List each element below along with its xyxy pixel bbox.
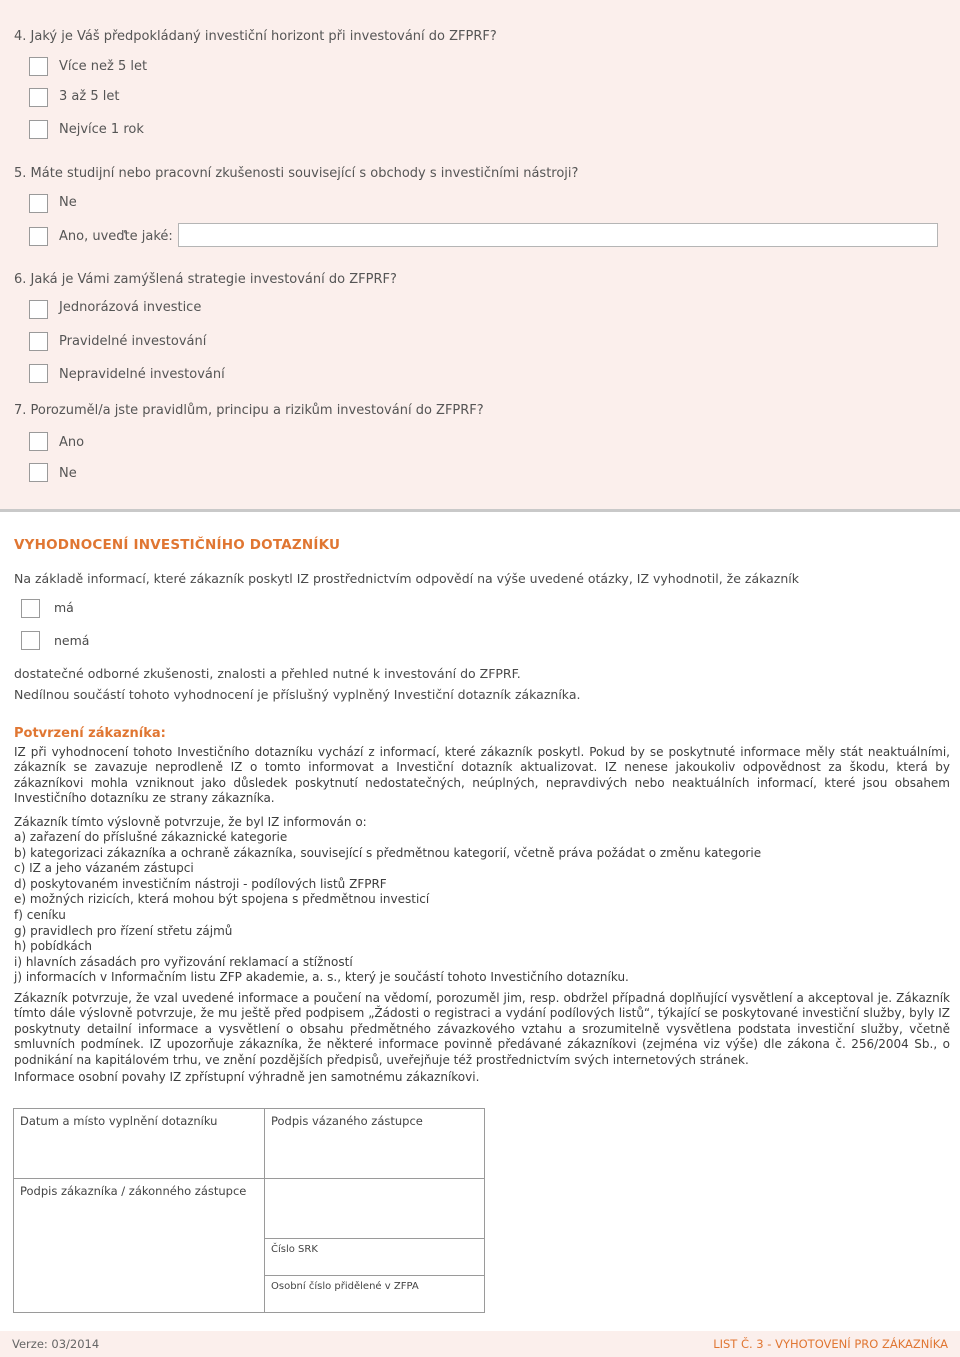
- q7-option-1-label: Ano: [59, 435, 85, 450]
- q6-option-1-label: Jednorázová investice: [59, 300, 202, 315]
- signature-blank-field[interactable]: [264, 1178, 485, 1239]
- q5-option-1-label: Ne: [59, 195, 77, 210]
- q6-question: 6. Jaká je Vámi zamýšlená strategie investování do ZFPRF?: [14, 272, 397, 287]
- q7-option-2-checkbox[interactable]: [29, 463, 48, 482]
- list-item: g) pravidlech pro řízení střetu zájmů: [14, 923, 233, 938]
- list-item: d) poskytovaném investičním nástroji - podílových listů ZFPRF: [14, 876, 387, 891]
- evaluation-line-1: dostatečné odborné zkušenosti, znalosti a přehled nutné k investování do ZFPRF.: [14, 666, 521, 681]
- q7-question: 7. Porozuměl/a jste pravidlům, principu a rizikům investování do ZFPRF?: [14, 403, 484, 418]
- evaluation-option-has-label: má: [54, 600, 74, 615]
- version-label: Verze: 03/2014: [12, 1337, 100, 1351]
- evaluation-option-has-checkbox[interactable]: [21, 599, 40, 618]
- evaluation-option-hasnot-label: nemá: [54, 633, 90, 648]
- list-item: a) zařazení do příslušné zákaznické kategorie: [14, 830, 288, 844]
- list-item: b) kategorizaci zákazníka a ochraně zákazníka, související s předmětnou kategorií, včetně práva požádat o změnu kategorie: [14, 845, 762, 860]
- q5-option-1-checkbox[interactable]: [29, 194, 48, 213]
- confirmation-heading: Potvrzení zákazníka:: [14, 726, 166, 741]
- list-item: f) ceníku: [14, 907, 66, 922]
- q6-option-3-label: Nepravidelné investování: [59, 367, 225, 382]
- evaluation-option-hasnot-checkbox[interactable]: [21, 631, 40, 650]
- personal-number-field[interactable]: [264, 1275, 485, 1313]
- questions-panel: [0, 0, 960, 512]
- q6-option-1-checkbox[interactable]: [29, 300, 48, 319]
- list-item: j) informacích v Informačním listu ZFP akademie, a. s., který je součástí tohoto Investičního dotazníku.: [14, 970, 629, 985]
- confirmation-paragraph-1: IZ při vyhodnocení tohoto Investičního dotazníku vychází z informací, které zákazník poskytl. Pokud by se poskytnuté informace měly stát neaktuálními, zákazník se zavazuje neprodleně IZ o tomto informovat a Investiční dotazník aktualizovat. IZ nenese jakoukoliv odpovědnost za škodu, která by zákazníkovi mohla vzniknout jako důsledek poskytnutí nedostatečných, neúplných, nepravdivých nebo neaktuálních informací, které jsou obsahem Investičního dotazníku ze strany zákazníka.: [14, 745, 950, 806]
- q7-option-2-label: Ne: [59, 466, 77, 481]
- q7-option-1-checkbox[interactable]: [29, 432, 48, 451]
- evaluation-line-2: Nedílnou součástí tohoto vyhodnocení je příslušný vyplněný Investiční dotazník zákazníka.: [14, 687, 581, 702]
- footer: [0, 1331, 960, 1357]
- list-item: e) možných rizicích, která mohou být spojena s předmětnou investicí: [14, 892, 430, 907]
- customer-signature-label: Podpis zákazníka / zákonného zástupce: [20, 1184, 247, 1198]
- q4-option-1-label: Více než 5 let: [59, 59, 148, 74]
- confirmation-list-intro: Zákazník tímto výslovně potvrzuje, že byl IZ informován o:: [14, 815, 367, 829]
- q5-question: 5. Máte studijní nebo pracovní zkušenosti související s obchody s investičními nástroji?: [14, 166, 579, 181]
- q6-option-2-label: Pravidelné investování: [59, 334, 207, 349]
- q4-option-1-checkbox[interactable]: [29, 57, 48, 76]
- evaluation-heading: VYHODNOCENÍ INVESTIČNÍHO DOTAZNÍKU: [14, 537, 341, 553]
- confirmation-paragraph-3: Informace osobní povahy IZ zpřístupní výhradně jen samotnému zákazníkovi.: [14, 1070, 480, 1084]
- srk-number-field[interactable]: [264, 1238, 485, 1276]
- q6-option-3-checkbox[interactable]: [29, 364, 48, 383]
- agent-signature-label: Podpis vázaného zástupce: [271, 1114, 423, 1128]
- agent-signature-field[interactable]: [264, 1108, 485, 1179]
- confirmation-paragraph-2: Zákazník potvrzuje, že vzal uvedené informace a poučení na vědomí, porozuměl jim, resp. obdržel případná doplňující vysvětlení a akceptoval je. Zákazník tímto dále výslovně potvrzuje, že mu ještě před podpisem „Žádosti o registraci a vydání podílových listů“, týkající se poskytované investiční služby, byly IZ poskytnuty detailní informace a vysvětlení o obsahu předmětného závazkového vztahu a srozumitelně vysvětlena podstata investiční služby, včetně smluvních podmínek. IZ upozorňuje zákazníka, že některé informace povinně předávané zákazníkovi (zejména viz výše) dle zákona č. 256/2004 Sb., o podnikání na kapitálovém trhu, ve znění pozdějších předpisů, uveřejňuje též prostřednictvím svých internetových stránek.: [14, 991, 950, 1067]
- list-item: c) IZ a jeho vázaném zástupci: [14, 861, 194, 876]
- q4-option-2-label: 3 až 5 let: [59, 89, 120, 104]
- srk-number-label: Číslo SRK: [271, 1244, 318, 1255]
- q4-question: 4. Jaký je Váš předpokládaný investiční horizont při investování do ZFPRF?: [14, 29, 497, 44]
- list-item: i) hlavních zásadách pro vyřizování reklamací a stížností: [14, 954, 353, 969]
- date-place-label: Datum a místo vyplnění dotazníku: [20, 1114, 218, 1128]
- personal-number-label: Osobní číslo přidělené v ZFPA: [271, 1281, 419, 1292]
- q4-option-3-checkbox[interactable]: [29, 120, 48, 139]
- evaluation-intro: Na základě informací, které zákazník poskytl IZ prostřednictvím odpovědí na výše uvedené otázky, IZ vyhodnotil, že zákazník: [14, 571, 799, 586]
- customer-signature-field[interactable]: [13, 1178, 265, 1313]
- q5-other-input[interactable]: [178, 223, 938, 247]
- q4-option-2-checkbox[interactable]: [29, 88, 48, 107]
- q4-option-3-label: Nejvíce 1 rok: [59, 122, 144, 137]
- q5-option-2-checkbox[interactable]: [29, 227, 48, 246]
- date-place-field[interactable]: [13, 1108, 265, 1179]
- confirmation-list: [14, 830, 950, 986]
- q5-option-2-label: Ano, uveďte jaké:: [59, 229, 173, 244]
- list-item: h) pobídkách: [14, 939, 92, 954]
- q6-option-2-checkbox[interactable]: [29, 332, 48, 351]
- sheet-label: LIST Č. 3 - VYHOTOVENÍ PRO ZÁKAZNÍKA: [713, 1337, 948, 1351]
